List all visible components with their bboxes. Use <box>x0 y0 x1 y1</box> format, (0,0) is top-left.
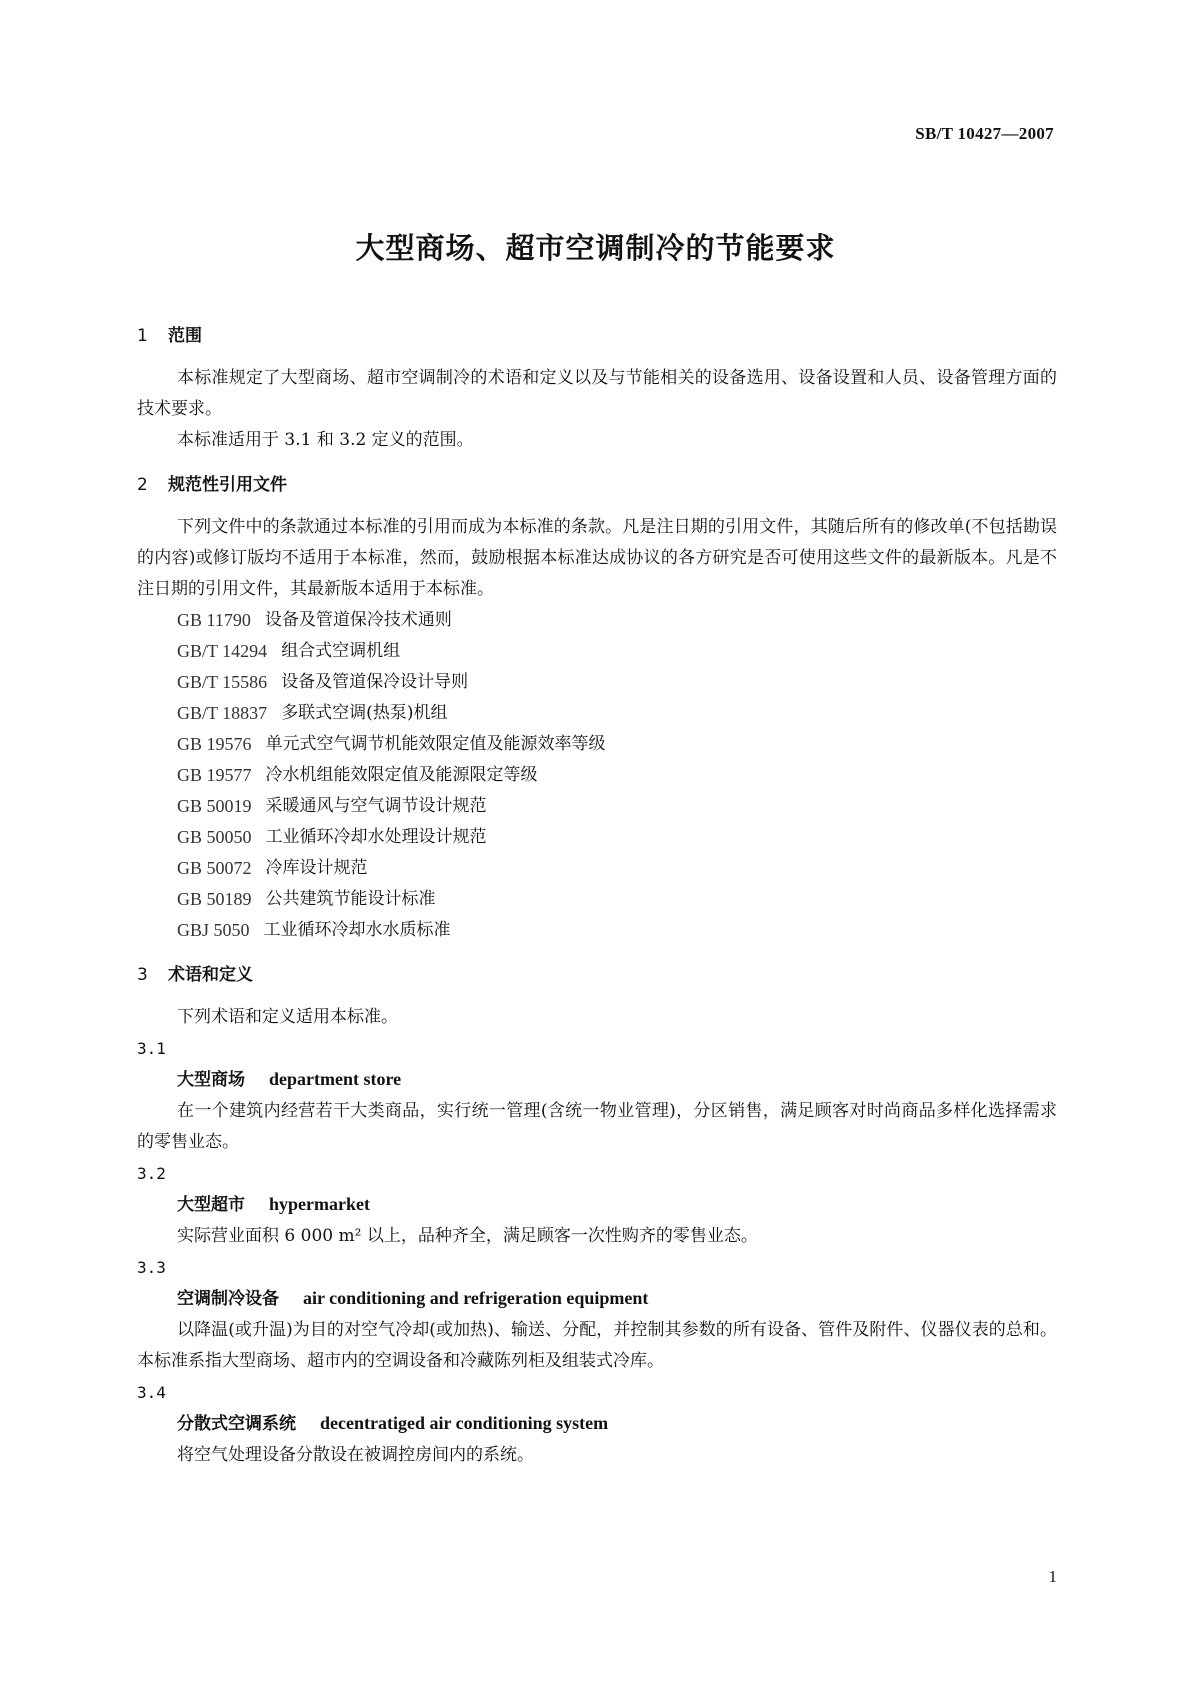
section-3-paragraph-1: 下列术语和定义适用本标准。 <box>177 1007 398 1027</box>
reference-title: 设备及管道保冷设计导则 <box>281 672 469 692</box>
term-english: department store <box>269 1069 402 1089</box>
term-chinese: 分散式空调系统 <box>177 1414 296 1434</box>
reference-title: 单元式空气调节机能效限定值及能源效率等级 <box>265 734 606 754</box>
term-entry <box>137 1033 1057 1158</box>
term-number: 3.2 <box>137 1164 166 1183</box>
section-3-heading <box>137 964 1057 986</box>
reference-code: GB 50072 <box>177 858 252 878</box>
reference-title: 工业循环冷却水水质标准 <box>263 920 451 940</box>
section-2-heading <box>137 474 1057 496</box>
reference-code: GB 19577 <box>177 765 252 785</box>
term-definition: 将空气处理设备分散设在被调控房间内的系统。 <box>177 1445 534 1465</box>
section-title: 规范性引用文件 <box>168 475 287 495</box>
term-entry <box>137 1158 1057 1252</box>
section-number: 3 <box>137 965 148 985</box>
reference-code: GB 50050 <box>177 827 252 847</box>
reference-code: GB 50019 <box>177 796 252 816</box>
term-chinese: 空调制冷设备 <box>177 1289 279 1309</box>
term-english: hypermarket <box>269 1194 370 1214</box>
reference-code: GB/T 15586 <box>177 672 268 692</box>
reference-item <box>137 915 1057 946</box>
reference-code: GB 50189 <box>177 889 252 909</box>
reference-title: 设备及管道保冷技术通则 <box>264 610 452 630</box>
reference-title: 组合式空调机组 <box>281 641 401 661</box>
term-chinese: 大型超市 <box>177 1195 245 1215</box>
reference-item <box>137 884 1057 915</box>
reference-item <box>137 667 1057 698</box>
reference-item <box>137 729 1057 760</box>
reference-code: GB 11790 <box>177 610 251 630</box>
section-title: 术语和定义 <box>168 965 253 985</box>
section-number: 1 <box>137 326 148 346</box>
term-number: 3.1 <box>137 1039 166 1058</box>
term-chinese: 大型商场 <box>177 1070 245 1090</box>
document-body <box>137 325 1057 1471</box>
term-entry <box>137 1252 1057 1377</box>
reference-item <box>137 698 1057 729</box>
term-heading <box>137 1189 1057 1221</box>
term-english: decentratiged air conditioning system <box>320 1413 609 1433</box>
term-entry <box>137 1377 1057 1471</box>
term-definition: 在一个建筑内经营若干大类商品，实行统一管理(含统一物业管理)，分区销售，满足顾客对时尚商品多样化选择需求的零售业态。 <box>137 1101 1057 1152</box>
reference-item <box>137 636 1057 667</box>
reference-title: 冷库设计规范 <box>265 858 368 878</box>
reference-code: GBJ 5050 <box>177 920 250 940</box>
section-1-paragraph-2: 本标准适用于 3.1 和 3.2 定义的范围。 <box>177 430 474 450</box>
term-number: 3.3 <box>137 1258 166 1277</box>
reference-title: 公共建筑节能设计标准 <box>265 889 436 909</box>
section-title: 范围 <box>168 326 202 346</box>
section-1-paragraph-1: 本标准规定了大型商场、超市空调制冷的术语和定义以及与节能相关的设备选用、设备设置和人员、设备管理方面的技术要求。 <box>137 368 1057 419</box>
standard-code: SB/T 10427—2007 <box>915 124 1054 143</box>
page-number: 1 <box>1048 1567 1057 1586</box>
term-heading <box>137 1408 1057 1440</box>
term-definition: 实际营业面积 6 000 m² 以上，品种齐全，满足顾客一次性购齐的零售业态。 <box>177 1226 758 1246</box>
reference-item <box>137 791 1057 822</box>
reference-item <box>137 760 1057 791</box>
reference-item <box>137 822 1057 853</box>
reference-code: GB 19576 <box>177 734 252 754</box>
term-definition: 以降温(或升温)为目的对空气冷却(或加热)、输送、分配，并控制其参数的所有设备、管件及附件、仪器仪表的总和。本标准系指大型商场、超市内的空调设备和冷藏陈列柜及组装式冷库。 <box>137 1320 1057 1371</box>
reference-item <box>137 605 1057 636</box>
section-1-heading <box>137 325 1057 347</box>
reference-code: GB/T 18837 <box>177 703 268 723</box>
document-title: 大型商场、超市空调制冷的节能要求 <box>355 231 836 265</box>
term-number: 3.4 <box>137 1383 166 1402</box>
reference-title: 冷水机组能效限定值及能源限定等级 <box>265 765 538 785</box>
term-english: air conditioning and refrigeration equipment <box>303 1288 649 1308</box>
term-heading <box>137 1283 1057 1315</box>
reference-title: 多联式空调(热泵)机组 <box>281 703 448 723</box>
reference-title: 工业循环冷却水处理设计规范 <box>265 827 487 847</box>
normative-references-list <box>137 605 1057 946</box>
section-number: 2 <box>137 475 148 495</box>
term-heading <box>137 1064 1057 1096</box>
section-2-paragraph-1: 下列文件中的条款通过本标准的引用而成为本标准的条款。凡是注日期的引用文件，其随后所有的修改单(不包括勘误的内容)或修订版均不适用于本标准，然而，鼓励根据本标准达成协议的各方研究是否可使用这些文件的最新版本。凡是不注日期的引用文件，其最新版本适用于本标准。 <box>137 517 1057 599</box>
reference-code: GB/T 14294 <box>177 641 268 661</box>
reference-title: 采暖通风与空气调节设计规范 <box>265 796 487 816</box>
reference-item <box>137 853 1057 884</box>
